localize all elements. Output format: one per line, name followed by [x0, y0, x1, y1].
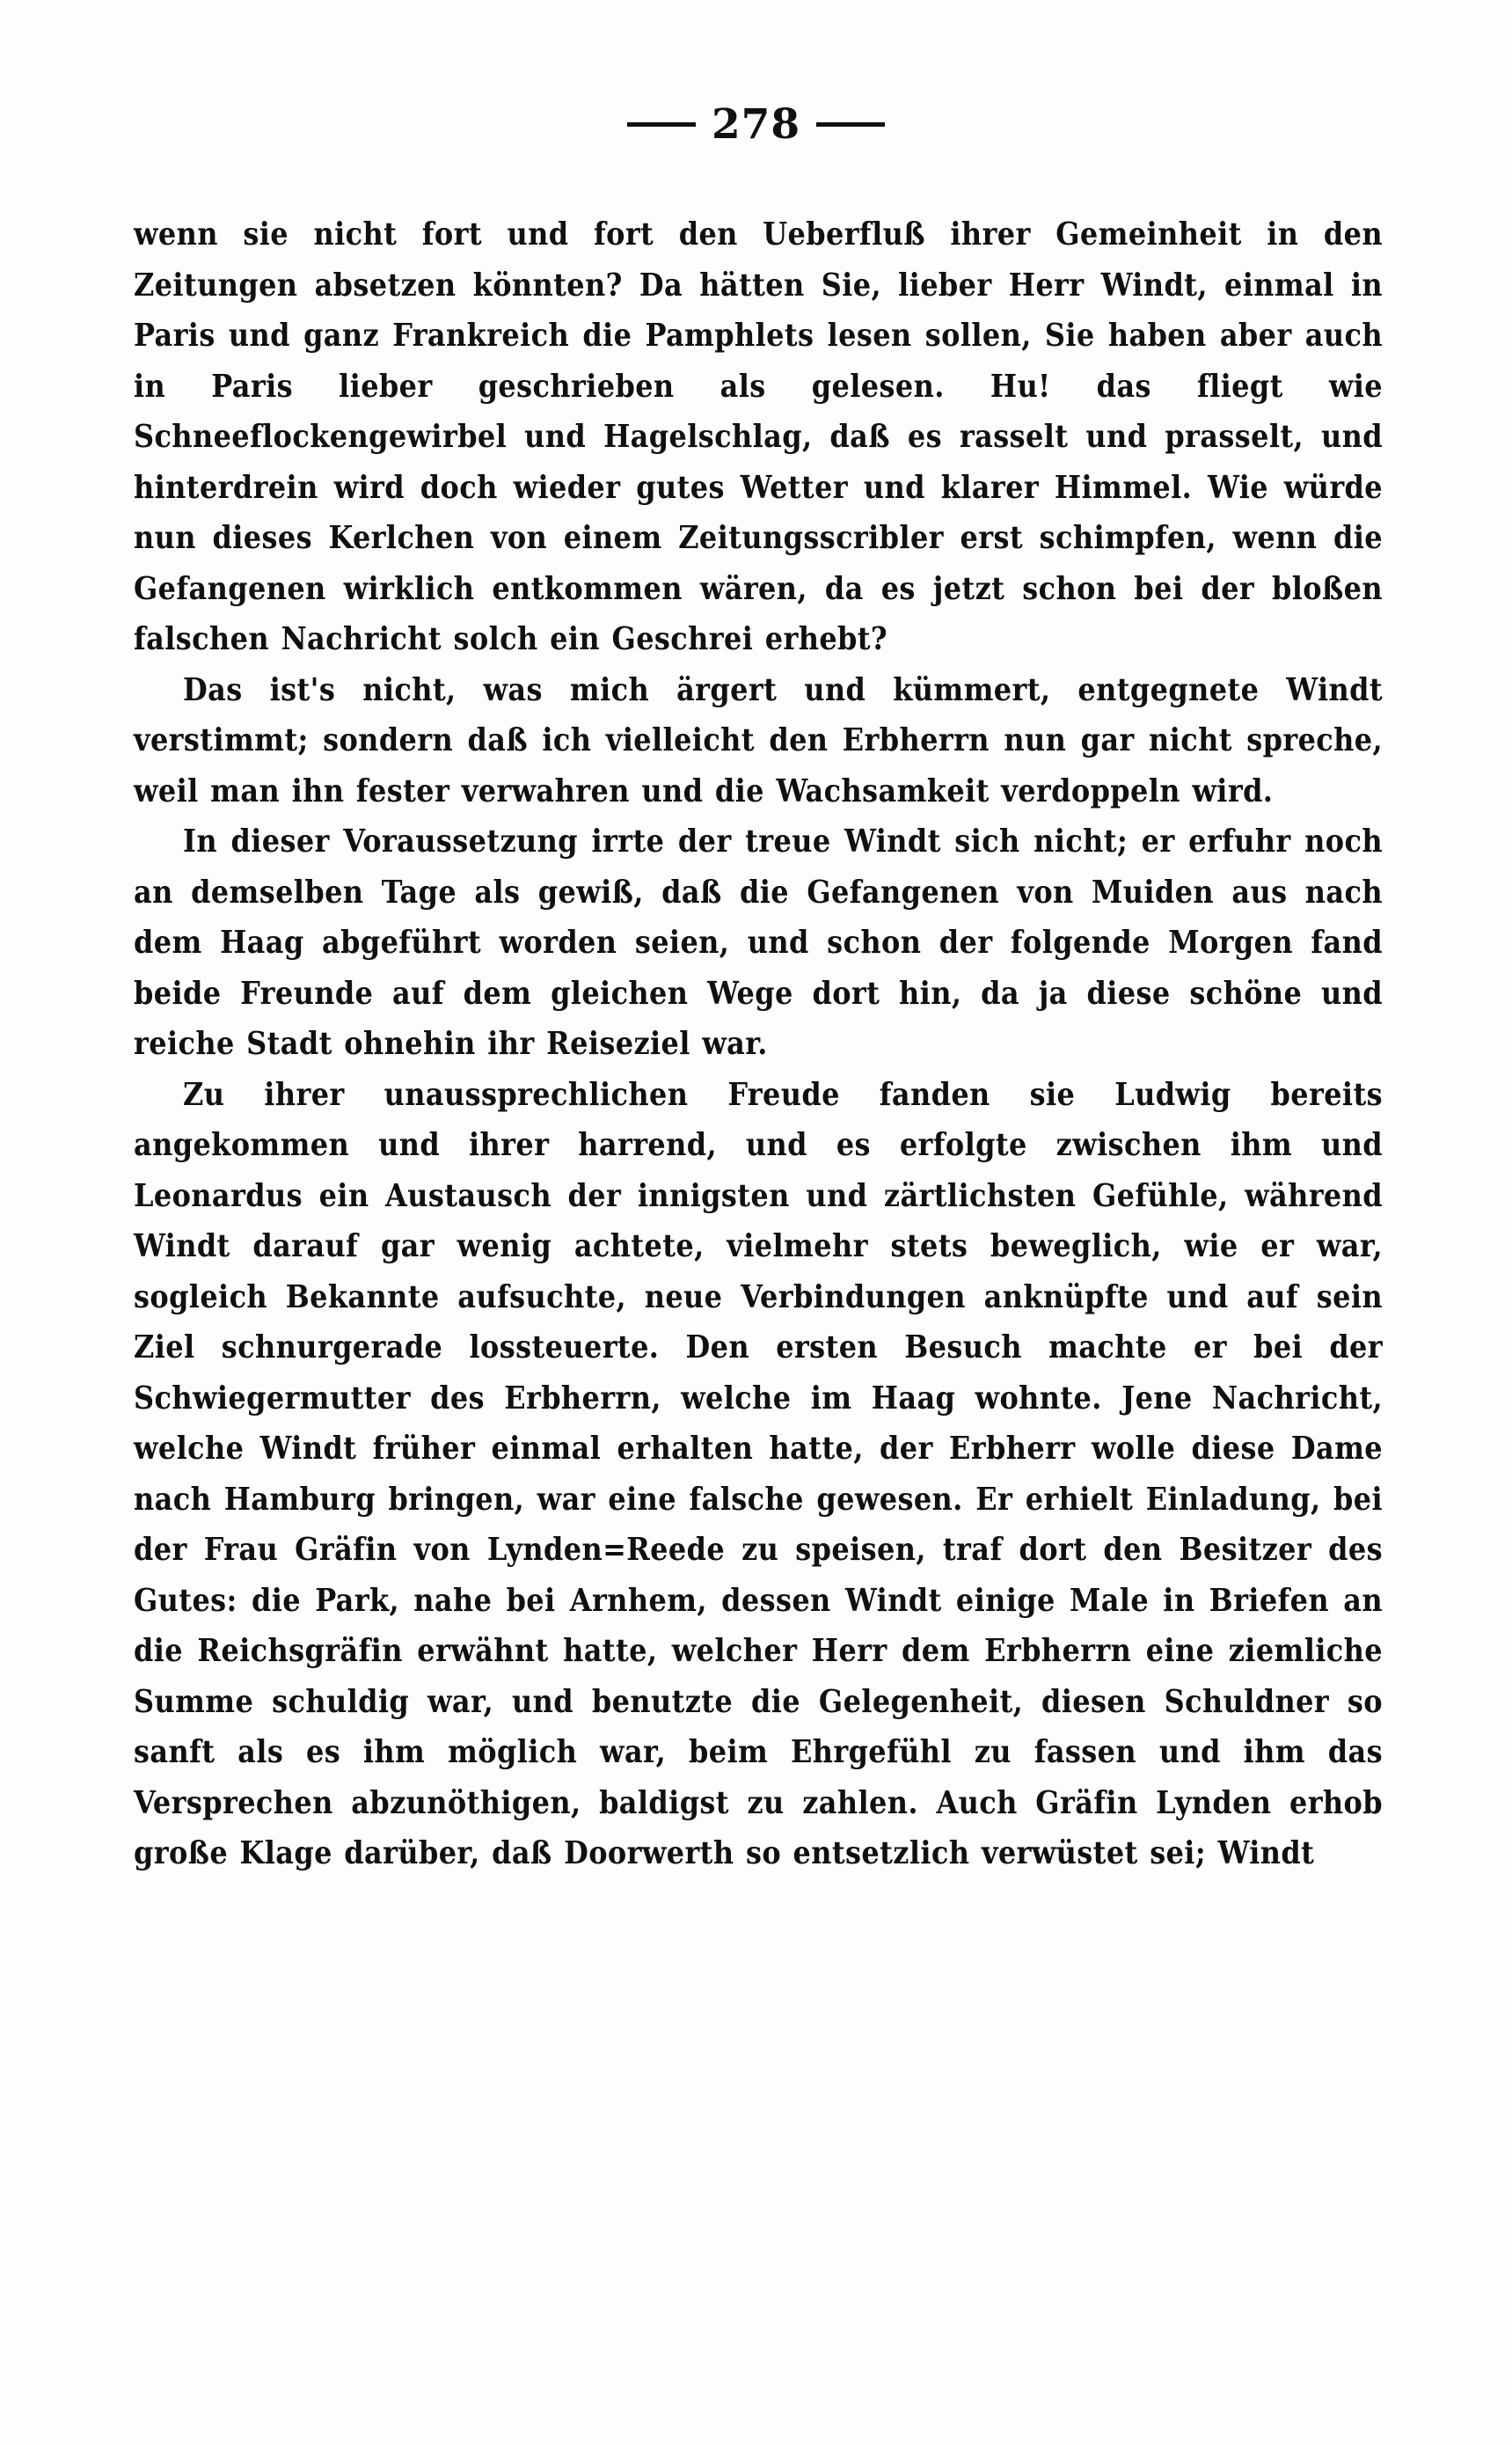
- rule-left-icon: [627, 122, 696, 127]
- paragraph: In dieser Voraussetzung irrte der treue Windt sich nicht; er erfuhr noch an demselben Tage als gewiß, daß die Gefangenen von Muiden aus nach dem Haag abgeführt worden seien, und schon der folgende Morgen fand beide Freunde auf dem gleichen Wege dort hin, da ja diese schöne und reiche Stadt ohnehin ihr Reiseziel war.: [134, 824, 1383, 1062]
- page-number-group: [627, 100, 885, 149]
- page-header: [0, 100, 1512, 149]
- paragraph: wenn sie nicht fort und fort den Ueberfluß ihrer Gemeinheit in den Zeitungen absetzen könnten? Da hätten Sie, lieber Herr Windt, einmal in Paris und ganz Frankreich die Pamphlets lesen sollen, Sie haben aber auch in Paris lieber geschrieben als gelesen. Hu! das fliegt wie Schneeflockengewirbel und Hagelschlag, daß es rasselt und prasselt, und hinterdrein wird doch wieder gutes Wetter und klarer Himmel. Wie würde nun dieses Kerlchen von einem Zeitungsscribler erst schimpfen, wenn die Gefangenen wirklich entkommen wären, da es jetzt schon bei der bloßen falschen Nachricht solch ein Geschrei erhebt?: [134, 216, 1383, 657]
- page-number: 278: [711, 100, 801, 149]
- paragraph: Das ist's nicht, was mich ärgert und kümmert, entgegnete Windt verstimmt; sondern daß ich vielleicht den Erbherrn nun gar nicht spreche, weil man ihn fester verwahren und die Wachsamkeit verdoppeln wird.: [134, 671, 1383, 809]
- rule-right-icon: [816, 122, 885, 127]
- page-body: [134, 209, 1383, 1879]
- paragraph: Zu ihrer unaussprechlichen Freude fanden sie Ludwig bereits angekommen und ihrer harrend, und es erfolgte zwischen ihm und Leonardus ein Austausch der innigsten und zärtlichsten Gefühle, während Windt darauf gar wenig achtete, vielmehr stets beweglich, wie er war, sogleich Bekannte aufsuchte, neue Verbindungen anknüpfte und auf sein Ziel schnurgerade lossteuerte. Den ersten Besuch machte er bei der Schwiegermutter des Erbherrn, welche im Haag wohnte. Jene Nachricht, welche Windt früher einmal erhalten hatte, der Erbherr wolle diese Dame nach Hamburg bringen, war eine falsche gewesen. Er erhielt Einladung, bei der Frau Gräfin von Lynden=Reede zu speisen, traf dort den Besitzer des Gutes: die Park, nahe bei Arnhem, dessen Windt einige Male in Briefen an die Reichsgräfin erwähnt hatte, welcher Herr dem Erbherrn eine ziemliche Summe schuldig war, und benutzte die Gelegenheit, diesen Schuldner so sanft als es ihm möglich war, beim Ehrgefühl zu fassen und ihm das Versprechen abzunöthigen, baldigst zu zahlen. Auch Gräfin Lynden erhob große Klage darüber, daß Doorwerth so entsetzlich verwüstet sei; Windt: [134, 1076, 1383, 1871]
